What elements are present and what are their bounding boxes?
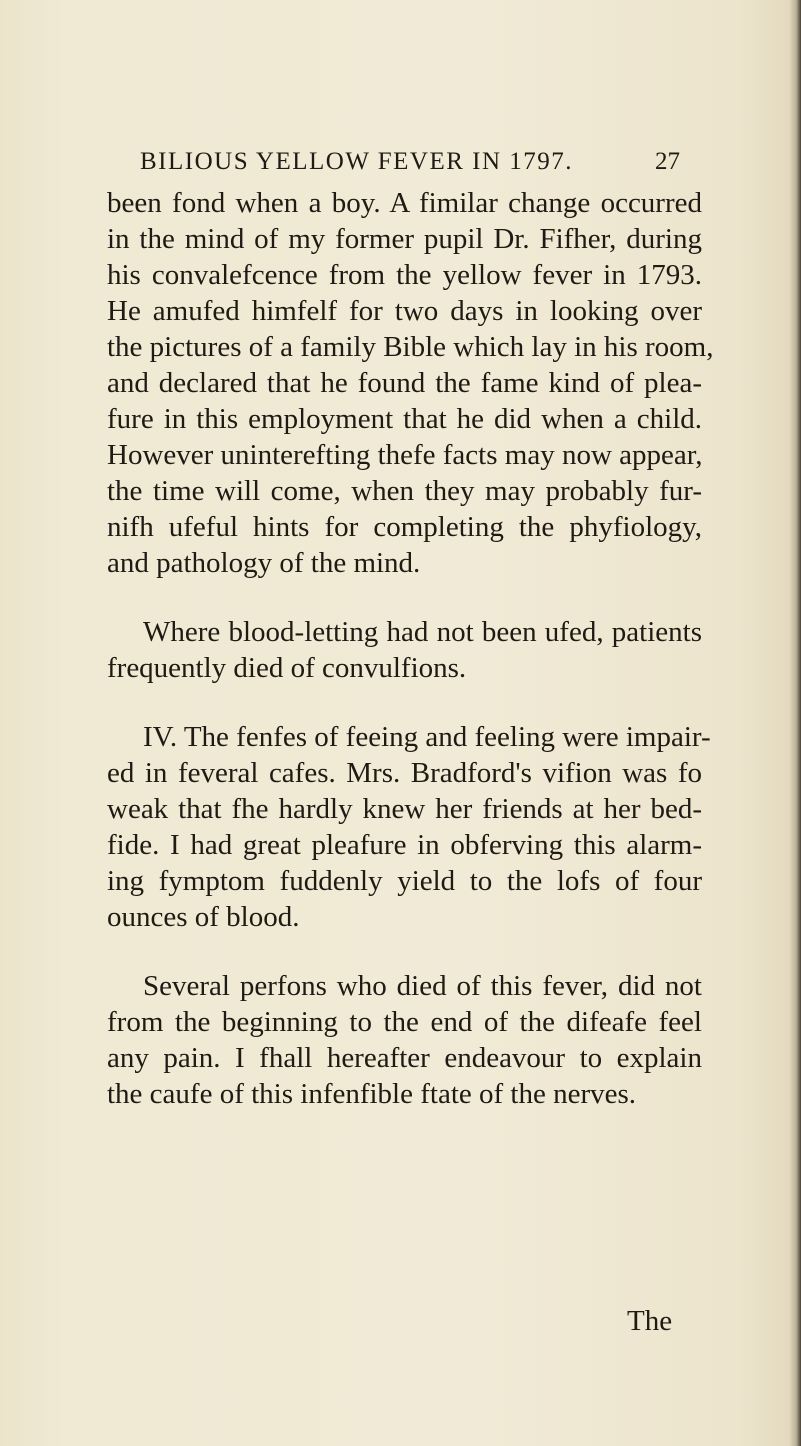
page-header bbox=[140, 148, 680, 182]
paragraph bbox=[107, 968, 702, 1112]
catchword: The bbox=[627, 1305, 673, 1337]
body-text bbox=[107, 185, 714, 1112]
text-line: any pain. I fhall hereafter endeavour to explain bbox=[107, 1042, 702, 1074]
text-line: fide. I had great pleafure in obferving this alarm- bbox=[107, 829, 702, 861]
paragraph bbox=[107, 614, 702, 686]
text-line: in the mind of my former pupil Dr. Fifher, during bbox=[107, 223, 702, 255]
text-line: been fond when a boy. A fimilar change occurred bbox=[107, 187, 702, 219]
text-line: the caufe of this infenfible ftate of the nerves. bbox=[107, 1078, 637, 1110]
text-line: nifh ufeful hints for completing the phyfiology, bbox=[107, 511, 702, 543]
text-line: the pictures of a family Bible which lay in his room, bbox=[107, 331, 714, 363]
text-line: and declared that he found the fame kind of plea- bbox=[107, 367, 702, 399]
page-edge-shadow bbox=[789, 0, 801, 1446]
text-line: and pathology of the mind. bbox=[107, 547, 421, 579]
paragraph bbox=[107, 719, 711, 935]
paragraph bbox=[107, 185, 714, 581]
text-line: ing fymptom fuddenly yield to the lofs of four bbox=[107, 865, 702, 897]
text-line: from the beginning to the end of the difeafe feel bbox=[107, 1006, 702, 1038]
text-line: his convalefcence from the yellow fever in 1793. bbox=[107, 259, 702, 291]
text-line: ounces of blood. bbox=[107, 901, 300, 933]
text-line: the time will come, when they may probably fur- bbox=[107, 475, 702, 507]
text-line: fure in this employment that he did when a child. bbox=[107, 403, 702, 435]
text-line: Several perfons who died of this fever, did not bbox=[143, 970, 702, 1002]
text-line: ed in feveral cafes. Mrs. Bradford's vifion was fo bbox=[107, 757, 702, 789]
text-line: weak that fhe hardly knew her friends at her bed- bbox=[107, 793, 702, 825]
page-number: 27 bbox=[655, 148, 680, 175]
text-line: Where blood-letting had not been ufed, patients bbox=[143, 616, 702, 648]
running-head: BILIOUS YELLOW FEVER IN 1797. bbox=[140, 148, 574, 175]
text-line: However uninterefting thefe facts may now appear, bbox=[107, 439, 703, 471]
text-line: frequently died of convulfions. bbox=[107, 652, 467, 684]
text-line: He amufed himfelf for two days in looking over bbox=[107, 295, 702, 327]
text-line: IV. The fenfes of feeing and feeling were impair- bbox=[143, 721, 711, 753]
